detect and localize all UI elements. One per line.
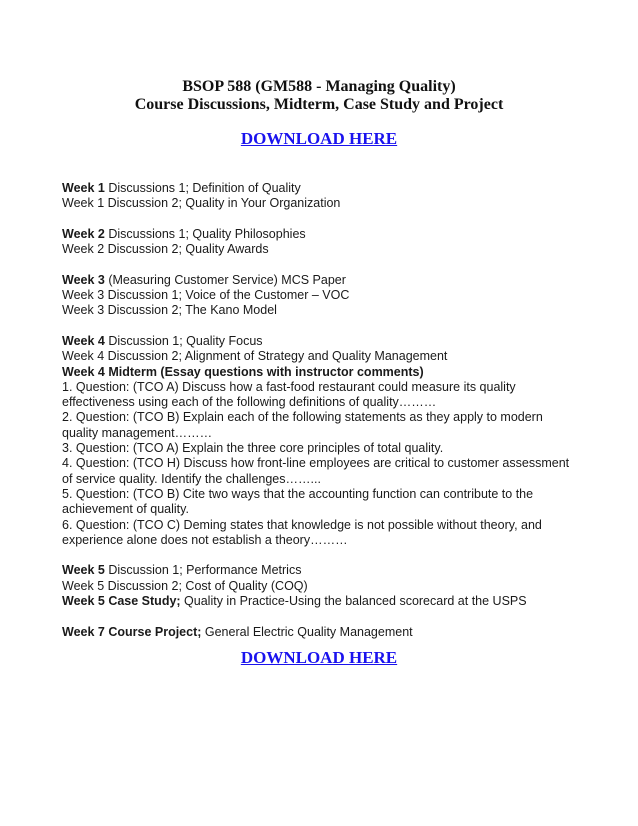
course-content xyxy=(62,181,582,640)
week4-line2: Week 4 Discussion 2; Alignment of Strategy and Quality Management xyxy=(62,349,448,364)
week7-line1-text: General Electric Quality Management xyxy=(201,624,413,639)
download-link-top[interactable]: DOWNLOAD HERE xyxy=(240,129,398,148)
week4-midterm-heading: Week 4 Midterm (Essay questions with instructor comments) xyxy=(62,364,424,379)
document-title: BSOP 588 (GM588 - Managing Quality) xyxy=(182,78,456,95)
midterm-question-3: 3. Question: (TCO A) Explain the three core principles of total quality. xyxy=(62,441,444,456)
week4-line1 xyxy=(62,334,582,349)
week3-label: Week 3 xyxy=(62,272,105,287)
week4-line1-text: Discussion 1; Quality Focus xyxy=(104,333,263,348)
week5-line3 xyxy=(62,594,582,609)
week5-line2: Week 5 Discussion 2; Cost of Quality (COQ) xyxy=(62,578,308,593)
week2-label: Week 2 xyxy=(62,226,105,241)
week5-line1 xyxy=(62,563,582,578)
week3-line2: Week 3 Discussion 1; Voice of the Customer – VOC xyxy=(62,288,350,303)
midterm-question-6: 6. Question: (TCO C) Deming states that knowledge is not possible without theory, and experience alone does not establish a theory……… xyxy=(62,517,542,547)
week3-line1-text: (Measuring Customer Service) MCS Paper xyxy=(104,272,346,287)
midterm-question-2: 2. Question: (TCO B) Explain each of the following statements as they apply to modern quality management……… xyxy=(62,410,543,440)
week1-line2: Week 1 Discussion 2; Quality in Your Organization xyxy=(62,196,341,211)
week4-label: Week 4 xyxy=(62,333,105,348)
download-link-bottom[interactable]: DOWNLOAD HERE xyxy=(240,648,398,667)
week3-line1 xyxy=(62,273,582,288)
midterm-question-5: 5. Question: (TCO B) Cite two ways that the accounting function can contribute to the achievement of quality. xyxy=(62,486,534,517)
document-subtitle: Course Discussions, Midterm, Case Study and Project xyxy=(134,96,504,113)
midterm-question-4: 4. Question: (TCO H) Discuss how front-line employees are critical to customer assessment of service quality. Identify the challenges……... xyxy=(62,456,570,486)
week7-line1 xyxy=(62,625,582,640)
week1-line1-text: Discussions 1; Definition of Quality xyxy=(104,181,301,195)
week2-line2: Week 2 Discussion 2; Quality Awards xyxy=(62,242,269,257)
week3-line3: Week 3 Discussion 2; The Kano Model xyxy=(62,303,277,318)
week2-line1 xyxy=(62,227,582,242)
week5-label: Week 5 xyxy=(62,563,105,578)
week5-case-study-label: Week 5 Case Study; xyxy=(62,594,181,609)
week1-label: Week 1 xyxy=(62,181,105,195)
midterm-question-1: 1. Question: (TCO A) Discuss how a fast-food restaurant could measure its quality effectiveness using each of the following definitions of quality……… xyxy=(62,379,516,410)
week5-line1-text: Discussion 1; Performance Metrics xyxy=(104,563,302,578)
week5-line3-text: Quality in Practice-Using the balanced scorecard at the USPS xyxy=(180,594,527,609)
week1-line1 xyxy=(62,181,582,196)
week2-line1-text: Discussions 1; Quality Philosophies xyxy=(104,226,306,241)
week7-label: Week 7 Course Project; xyxy=(62,624,202,639)
